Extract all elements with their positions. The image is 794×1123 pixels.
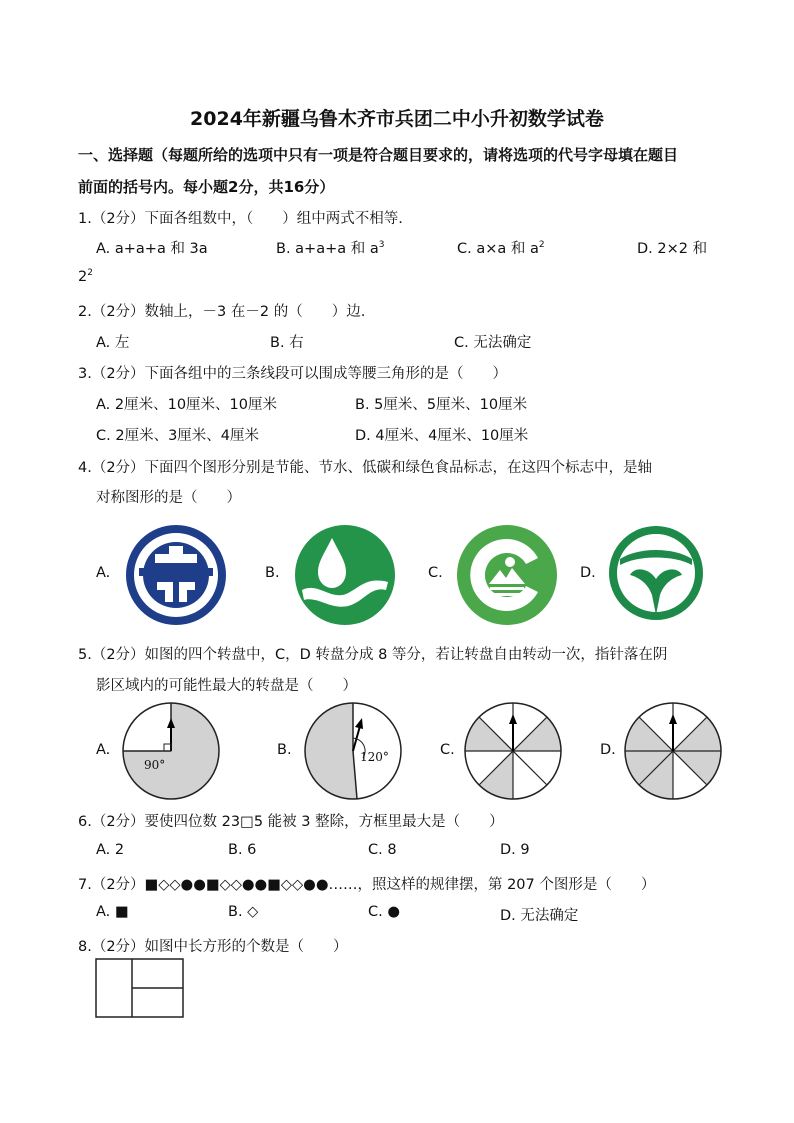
section-heading-line2: 前面的括号内。每小题2分，共16分） xyxy=(78,178,335,196)
q5-option-d-label: D. xyxy=(600,742,616,758)
spinner-a-diagram xyxy=(118,700,224,802)
q3-option-c: C. 2厘米、3厘米、4厘米 xyxy=(96,428,260,444)
energy-saving-logo-icon xyxy=(125,524,227,626)
q2-option-a: A. 左 xyxy=(96,335,130,351)
q7-option-c: C. ● xyxy=(368,904,400,920)
question-1-stem: 1.（2分）下面各组数中，（ ）组中两式不相等. xyxy=(78,211,403,227)
page-title: 2024年新疆乌鲁木齐市兵团二中小升初数学试卷 xyxy=(190,108,604,130)
q1-option-c-exponent: 2 xyxy=(538,240,545,251)
q3-option-b: B. 5厘米、5厘米、10厘米 xyxy=(355,397,528,413)
q4-option-d-label: D. xyxy=(580,565,596,581)
question-7-stem: 7.（2分）■◇◇●●■◇◇●●■◇◇●●……，照这样的规律摆，第 207 个图形是（ ） xyxy=(78,877,656,893)
question-5-stem-line1: 5.（2分）如图的四个转盘中，C，D 转盘分成 8 等分，若让转盘自由转动一次，指针落在阴 xyxy=(78,647,668,663)
q4-option-c-label: C. xyxy=(428,565,443,581)
spinner-b-angle-label: 120° xyxy=(360,750,389,764)
q6-option-a: A. 2 xyxy=(96,842,125,858)
q1-option-c: C. a×a 和 $a^2$ xyxy=(457,240,545,257)
green-food-logo-icon xyxy=(608,523,704,623)
question-3-stem: 3.（2分）下面各组中的三条线段可以围成等腰三角形的是（ ） xyxy=(78,366,508,382)
q1-option-d-continued: $2^2$ xyxy=(78,268,93,285)
q1-option-d-exponent: 2 xyxy=(87,268,93,278)
q1-option-d: D. 2×2 和 xyxy=(637,241,708,257)
q5-option-c-label: C. xyxy=(440,742,455,758)
water-saving-logo-icon xyxy=(294,524,396,626)
question-4-stem-line1: 4.（2分）下面四个图形分别是节能、节水、低碳和绿色食品标志，在这四个标志中，是轴 xyxy=(78,460,653,476)
question-5-stem-line2: 影区域内的可能性最大的转盘是（ ） xyxy=(96,678,357,694)
q6-option-b: B. 6 xyxy=(228,842,257,858)
q3-option-a: A. 2厘米、10厘米、10厘米 xyxy=(96,397,278,413)
spinner-d-diagram xyxy=(622,700,724,802)
question-4-stem-line2: 对称图形的是（ ） xyxy=(96,490,241,506)
q6-option-d: D. 9 xyxy=(500,842,530,858)
question-6-stem: 6.（2分）要使四位数 23□5 能被 3 整除，方框里最大是（ ） xyxy=(78,814,504,830)
question-8-stem: 8.（2分）如图中长方形的个数是（ ） xyxy=(78,939,348,955)
q1-option-a: A. a+a+a 和 3a xyxy=(96,241,208,257)
question-2-stem: 2.（2分）数轴上，－3 在－2 的（ ）边. xyxy=(78,304,366,320)
q4-option-b-label: B. xyxy=(265,565,280,581)
spinner-c-diagram xyxy=(462,700,564,802)
section-heading-line1: 一、选择题（每题所给的选项中只有一项是符合题目要求的，请将选项的代号字母填在题目 xyxy=(78,146,679,164)
q5-option-a-label: A. xyxy=(96,742,111,758)
rectangles-figure-diagram xyxy=(95,958,185,1020)
spinner-a-angle-label: 90° xyxy=(144,758,166,772)
q2-option-b: B. 右 xyxy=(270,335,304,351)
low-carbon-logo-icon xyxy=(456,524,558,626)
q7-option-a: A. ■ xyxy=(96,904,129,920)
q4-option-a-label: A. xyxy=(96,565,111,581)
q7-option-d: D. 无法确定 xyxy=(500,908,579,924)
q1-option-b-exponent: 3 xyxy=(378,240,385,251)
q2-option-c: C. 无法确定 xyxy=(454,335,532,351)
q6-option-c: C. 8 xyxy=(368,842,397,858)
q7-option-b: B. ◇ xyxy=(228,904,259,920)
q5-option-b-label: B. xyxy=(277,742,292,758)
q3-option-d: D. 4厘米、4厘米、10厘米 xyxy=(355,428,529,444)
q1-option-b: B. a+a+a 和 $a^3$ xyxy=(276,240,385,257)
